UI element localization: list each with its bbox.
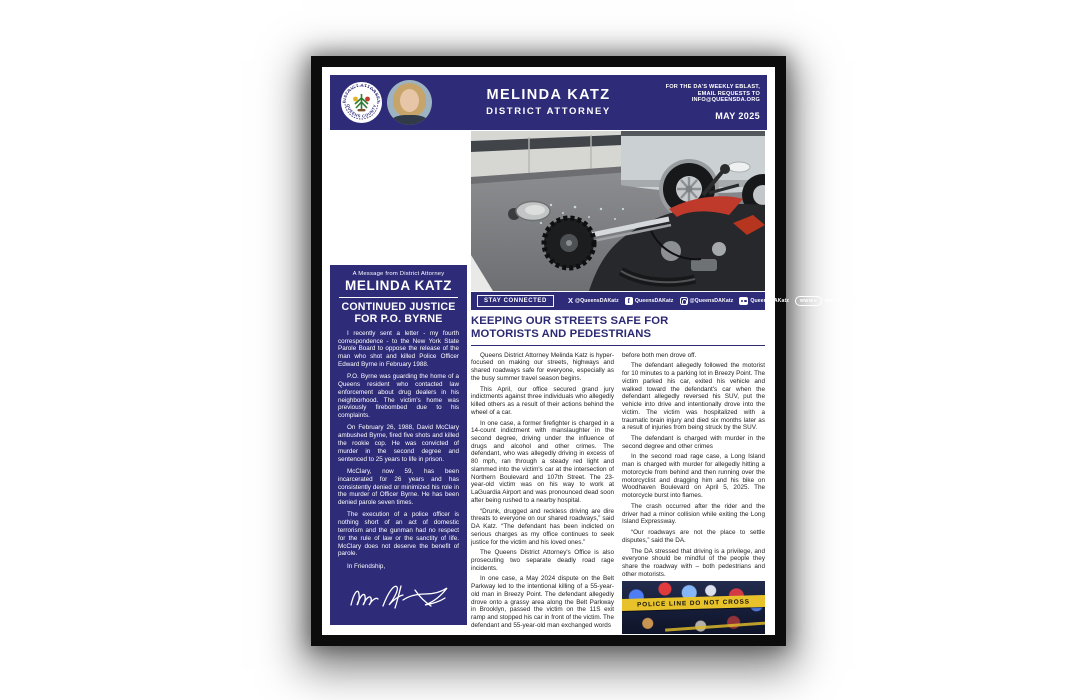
police-lights-photo xyxy=(622,581,765,634)
facebook-icon: f xyxy=(625,297,633,305)
social-link-flickr[interactable] xyxy=(739,297,789,305)
newsletter-page xyxy=(322,67,860,635)
paragraph: The crash occurred after the rider and the driver had a minor collision while exiting the Long Island Expressway. xyxy=(622,502,765,526)
sidebar-kicker: A Message from District Attorney xyxy=(352,271,445,277)
paragraph: before both men drove off. xyxy=(622,351,697,359)
stay-connected-label: STAY CONNECTED xyxy=(477,295,554,307)
paragraph: The defendant allegedly followed the motorist for 10 minutes to a parking lot in Breezy Point. The victim parked his car, exited his vehicle and walked toward the defendant's car when the defendant allegedly reversed his SUV, put the vehicle into drive and intentionally drove into the victim. The victim was hospitalized with a traumatic brain injury and died six months later as a result of injuries from being struck by the SUV. xyxy=(622,362,765,432)
sidebar-body xyxy=(338,330,459,559)
social-handle: QueensDAKatz xyxy=(750,298,790,304)
www-icon xyxy=(795,296,822,306)
article-column-1 xyxy=(471,352,614,635)
paragraph: The execution of a police officer is nothing short of an act of domestic terrorism and the gunman had no respect for the rule of law or the sanctity of life. McClary does not deserve the benefit of parole. xyxy=(338,511,459,558)
social-handle: queensda.org xyxy=(824,298,860,304)
x-icon: X xyxy=(567,296,573,306)
sidebar-headline: CONTINUED JUSTICE FOR P.O. BYRNE xyxy=(341,301,456,325)
eblast-line: FOR THE DA'S WEEKLY EBLAST, xyxy=(665,83,760,90)
stay-connected-bar xyxy=(471,292,860,310)
page-content xyxy=(330,75,860,629)
crash-scene-photo xyxy=(471,131,765,291)
sidebar-closing: In Friendship, xyxy=(347,562,386,570)
svg-text:QUEENS COUNTY: QUEENS COUNTY xyxy=(345,103,378,119)
masthead-logos xyxy=(339,80,432,125)
paragraph: “Our roadways are not the place to settle disputes,” said the DA. xyxy=(622,529,765,544)
social-link-website[interactable] xyxy=(795,296,859,306)
da-message-sidebar xyxy=(330,265,467,625)
paragraph: In one case, a May 2024 dispute on the Belt Parkway led to the intentional killing of a 55-year-old man in Breezy Point. The defendant allegedly drove onto a grassy area along the Belt Parkway in Brooklyn, passed the victim on the 11S exit ramp and stopped his car in front of the victim. The defendant and 55-year-old man exchanged words xyxy=(471,575,614,629)
headline-line: MOTORISTS AND PEDESTRIANS xyxy=(471,328,652,341)
svg-text:DISTRICT ATTORNEY: DISTRICT ATTORNEY xyxy=(341,82,382,104)
article-headline xyxy=(471,315,765,342)
signature xyxy=(345,578,453,614)
paragraph: P.O. Byrne was guarding the home of a Queens resident who contacted law enforcement about drug dealers in his neighborhood. The victim's home was previously firebombed due to his complaints. xyxy=(338,373,459,420)
social-handle: @QueensDAKatz xyxy=(574,298,619,304)
eblast-note xyxy=(666,84,760,105)
paragraph: Queens District Attorney Melinda Katz is hyper-focused on making our streets, highways and shared roadways safe for everyone, especially as the busy summer travel season begins. xyxy=(471,351,614,382)
main-article xyxy=(471,315,765,627)
instagram-icon xyxy=(680,297,688,305)
social-handle: @QueensDAKatz xyxy=(689,298,734,304)
flickr-icon xyxy=(739,297,748,305)
masthead xyxy=(330,75,767,130)
cursor-icon xyxy=(814,299,818,302)
social-handle: QueensDAKatz xyxy=(634,298,674,304)
eblast-line: EMAIL REQUESTS TO xyxy=(697,90,760,97)
headline-line: KEEPING OUR STREETS SAFE FOR xyxy=(471,315,669,327)
paragraph: The DA stressed that driving is a privilege, and everyone should be mindful of the people they share the roadway with – both pedestrians and other motorists. xyxy=(622,547,765,578)
police-tape-text: POLICE LINE DO NOT CROSS xyxy=(636,598,750,609)
da-name: MELINDA KATZ xyxy=(486,87,611,104)
social-link-instagram[interactable] xyxy=(680,297,734,305)
eblast-email[interactable]: INFO@QUEENSDA.ORG xyxy=(691,97,760,104)
issue-date: MAY 2025 xyxy=(715,111,760,122)
police-tape xyxy=(622,595,765,611)
police-tape-edge xyxy=(665,622,765,632)
da-title: DISTRICT ATTORNEY xyxy=(486,105,611,117)
paragraph: The defendant is charged with murder in the second degree and other crimes xyxy=(622,435,765,450)
paragraph: In one case, a former firefighter is charged in a 14-count indictment with manslaughter in the second degree, driving under the influence of drugs and alcohol and other crimes. The defendant, who was allegedly driving in excess of 80 mph, ran through a steady red light and slammed into the victim's car at the intersection of Northern Boulevard and 107th Street. The 23-year-old victim was on his way to work at LaGuardia Airport and was pronounced dead soon after being rushed to a nearby hospital. xyxy=(471,419,614,504)
www-label: www xyxy=(800,298,814,304)
paragraph: “Drunk, drugged and reckless driving are dire threats to everyone on our shared roadways,” said DA Katz. “The defendant has been indicted on serious charges as my office continues to seek justice for the victim and his loved ones.” xyxy=(471,507,614,546)
da-seal-icon xyxy=(339,80,384,125)
paragraph: The Queens District Attorney's Office is also prosecuting two separate deadly road rage incidents. xyxy=(471,549,614,572)
masthead-right xyxy=(666,84,760,122)
paragraph: On February 26, 1988, David McClary ambushed Byrne, fired five shots and killed the rookie cop. He was convicted of murder in the second degree and sentenced to 25 years to life in prison. xyxy=(338,424,459,463)
paragraph: In the second road rage case, a Long Island man is charged with murder for allegedly hitting a motorcycle from behind and then running over the motorcyclist and dragging him and his bike on Woodhaven Boulevard on April 5, 2025. The motorcycle burst into flames. xyxy=(622,453,765,500)
paragraph: McClary, now 59, has been incarcerated for 26 years and has consistently denied or minimized his role in the murder of Officer Byrne. He has been denied parole seven times. xyxy=(338,467,459,507)
paragraph: This April, our office secured grand jury indictments against three individuals who allegedly killed others as a result of their actions behind the wheel of a car. xyxy=(471,385,614,416)
social-link-facebook[interactable] xyxy=(625,297,674,305)
headline-rule xyxy=(471,345,765,346)
da-portrait-photo xyxy=(387,80,432,125)
paragraph: I recently sent a letter - my fourth correspondence - to the New York State Parole Board to oppose the release of the man who shot and killed Police Officer Edward Byrne in February 1988. xyxy=(338,329,459,368)
social-link-x[interactable] xyxy=(568,297,619,305)
sidebar-author: MELINDA KATZ xyxy=(345,278,452,293)
sidebar-rule xyxy=(339,297,458,298)
article-columns xyxy=(471,352,765,635)
article-column-2 xyxy=(622,352,765,635)
